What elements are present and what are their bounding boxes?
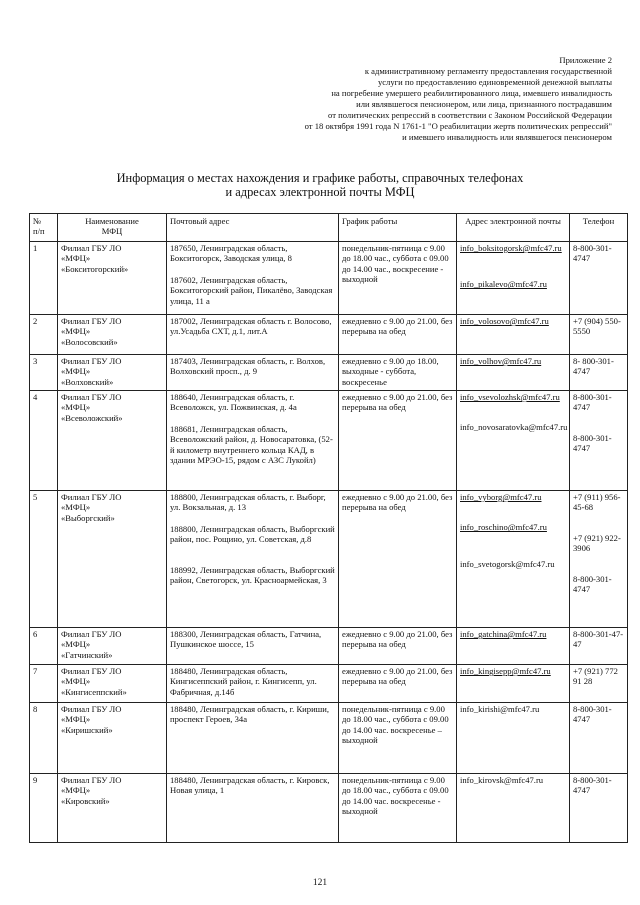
row-schedule: понедельник-пятница с 9.00 до 18.00 час., суббота с 09.00 до 14.00 час. воскресенье - выходной: [339, 774, 457, 843]
row-address: 188300, Ленинградская область, Гатчина, Пушкинское шоссе, 15: [167, 628, 339, 665]
annex-line: от политических репрессий в соответствии с Законом Российской Федерации: [328, 110, 612, 120]
table-row: [30, 315, 628, 355]
row-num: 8: [30, 703, 58, 774]
email-link[interactable]: info_kingisepp@mfc47.ru: [460, 666, 551, 676]
row-name: Филиал ГБУ ЛО «МФЦ» «Гатчинский»: [58, 628, 167, 665]
email-link[interactable]: info_vsevolozhsk@mfc47.ru: [460, 392, 560, 402]
row-num: 1: [30, 242, 58, 315]
annex-line: к административному регламенту предоставления государственной: [364, 66, 612, 76]
document-heading: [0, 171, 640, 199]
row-num: 3: [30, 355, 58, 391]
row-phone: 8-800-301-47-47: [570, 628, 628, 665]
annex-line: услуги по предоставлению единовременной денежной выплаты: [377, 77, 612, 87]
table-row: [30, 242, 628, 315]
header-address: Почтовый адрес: [167, 214, 339, 242]
row-num: 7: [30, 665, 58, 703]
row-email: [457, 491, 570, 628]
table-row: [30, 391, 628, 491]
row-email: [457, 774, 570, 843]
row-num: 5: [30, 491, 58, 628]
header-phone: Телефон: [570, 214, 628, 242]
table-row: [30, 665, 628, 703]
row-name: Филиал ГБУ ЛО «МФЦ» «Кингисеппский»: [58, 665, 167, 703]
row-name: Филиал ГБУ ЛО «МФЦ» «Волосовский»: [58, 315, 167, 355]
heading-line: Информация о местах нахождения и графике работы, справочных телефонах: [116, 171, 524, 185]
email-link[interactable]: info_svetogorsk@mfc47.ru: [460, 558, 555, 569]
row-address: 188640, Ленинградская область, г. Всеволожск, ул. Пожвинская, д. 4а 188681, Ленинградская область, Всеволожский район, д. Новосаратовка, (52-й километр внутреннего кольца КАД, в здании МРЭО-15, рядом с АЗС Лукойл): [167, 391, 339, 491]
annex-line: Приложение 2: [559, 55, 612, 65]
row-name: Филиал ГБУ ЛО «МФЦ» «Бокситогорский»: [58, 242, 167, 315]
table-row: [30, 355, 628, 391]
row-schedule: ежедневно с 9.00 до 18.00, выходные - суббота, воскресенье: [339, 355, 457, 391]
annex-line: или являвшегося пенсионером, или лица, признанного пострадавшим: [356, 99, 612, 109]
email-link[interactable]: info_novosaratovka@mfc47.ru: [460, 422, 568, 433]
table-header-row: [30, 214, 628, 242]
row-schedule: ежедневно с 9.00 до 21.00, без перерыва на обед: [339, 628, 457, 665]
row-email: [457, 665, 570, 703]
row-num: 6: [30, 628, 58, 665]
row-phone: 8-800-301-4747: [570, 774, 628, 843]
header-num: № п/п: [30, 214, 58, 242]
row-email: [457, 703, 570, 774]
email-link[interactable]: info_gatchina@mfc47.ru: [460, 629, 547, 639]
annex-block: [172, 55, 612, 143]
row-phone: 8- 800-301-4747: [570, 355, 628, 391]
table-row: [30, 703, 628, 774]
email-link[interactable]: info_vyborg@mfc47.ru: [460, 492, 542, 502]
email-link[interactable]: info_kirovsk@mfc47.ru: [460, 775, 544, 785]
row-phone: +7 (911) 956-45-68 +7 (921) 922-3906 8-800-301-4747: [570, 491, 628, 628]
row-schedule: ежедневно с 9.00 до 21.00, без перерыва на обед: [339, 665, 457, 703]
row-phone: +7 (904) 550-5550: [570, 315, 628, 355]
row-address: 188800, Ленинградская область, г. Выборг, ул. Вокзальная, д. 13 188800, Ленинградская область, Выборгский район, пос. Рощино, ул. Советская, д.8 188992, Ленинградская область, Выборгский район, Светогорск, ул. Красноармейская, 3: [167, 491, 339, 628]
row-schedule: ежедневно с 9.00 до 21.00, без перерыва на обед: [339, 491, 457, 628]
row-phone: 8-800-301-4747: [570, 703, 628, 774]
annex-line: и имевшего инвалидность или являвшегося пенсионером: [402, 132, 612, 142]
email-link[interactable]: info_kirishi@mfc47.ru: [460, 704, 540, 714]
row-email: [457, 355, 570, 391]
header-email: Адрес электронной почты: [457, 214, 570, 242]
page-number: 121: [312, 878, 328, 888]
row-phone: +7 (921) 772 91 28: [570, 665, 628, 703]
row-num: 2: [30, 315, 58, 355]
row-phone: 8-800-301-4747 8-800-301-4747: [570, 391, 628, 491]
row-email: [457, 628, 570, 665]
annex-line: на погребение умершего реабилитированного лица, имевшего инвалидность: [331, 88, 612, 98]
email-link[interactable]: info_pikalevo@mfc47.ru: [460, 279, 547, 290]
row-schedule: ежедневно с 9.00 до 21.00, без перерыва на обед: [339, 391, 457, 491]
row-address: 188480, Ленинградская область, г. Кировск, Новая улица, 1: [167, 774, 339, 843]
header-schedule: График работы: [339, 214, 457, 242]
row-email: [457, 315, 570, 355]
table-row: [30, 491, 628, 628]
email-link[interactable]: info_boksitogorsk@mfc47.ru: [460, 243, 562, 253]
row-name: Филиал ГБУ ЛО «МФЦ» «Всеволожский»: [58, 391, 167, 491]
email-link[interactable]: info_volosovo@mfc47.ru: [460, 316, 549, 326]
row-num: 9: [30, 774, 58, 843]
row-schedule: ежедневно с 9.00 до 21.00, без перерыва на обед: [339, 315, 457, 355]
row-address: 187002, Ленинградская область г. Волосово, ул.Усадьба СХТ, д.1, лит.А: [167, 315, 339, 355]
row-name: Филиал ГБУ ЛО «МФЦ» «Киришский»: [58, 703, 167, 774]
annex-line: от 18 октября 1991 года N 1761-1 "О реабилитации жертв политических репрессий": [304, 121, 612, 131]
row-num: 4: [30, 391, 58, 491]
row-email: [457, 391, 570, 491]
row-schedule: понедельник-пятница с 9.00 до 18.00 час., суббота с 09.00 до 14.00 час., воскресение - выходной: [339, 242, 457, 315]
row-schedule: понедельник-пятница с 9.00 до 18.00 час., суббота с 09.00 до 14.00 час. воскресенье – выходной: [339, 703, 457, 774]
table-row: [30, 628, 628, 665]
row-address: 188480, Ленинградская область, г. Кириши, проспект Героев, 34а: [167, 703, 339, 774]
mfc-table: [29, 213, 628, 843]
table-row: [30, 774, 628, 843]
email-link[interactable]: info_roschino@mfc47.ru: [460, 522, 547, 533]
row-address: 187403, Ленинградская область, г. Волхов, Волховский просп., д. 9: [167, 355, 339, 391]
heading-line: и адресах электронной почты МФЦ: [225, 185, 415, 199]
row-name: Филиал ГБУ ЛО «МФЦ» «Выборгский»: [58, 491, 167, 628]
row-email: [457, 242, 570, 315]
row-phone: 8-800-301-4747: [570, 242, 628, 315]
row-name: Филиал ГБУ ЛО «МФЦ» «Кировский»: [58, 774, 167, 843]
header-name: Наименование МФЦ: [58, 214, 167, 242]
row-address: 188480, Ленинградская область, Кингисеппский район, г. Кингисепп, ул. Фабричная, д.14б: [167, 665, 339, 703]
row-address: 187650, Ленинградская область, Бокситогорск, Заводская улица, 8 187602, Ленинградская область, Бокситогорский район, Пикалёво, Заводская улица, 11 а: [167, 242, 339, 315]
email-link[interactable]: info_volhov@mfc47.ru: [460, 356, 542, 366]
row-name: Филиал ГБУ ЛО «МФЦ» «Волховский»: [58, 355, 167, 391]
